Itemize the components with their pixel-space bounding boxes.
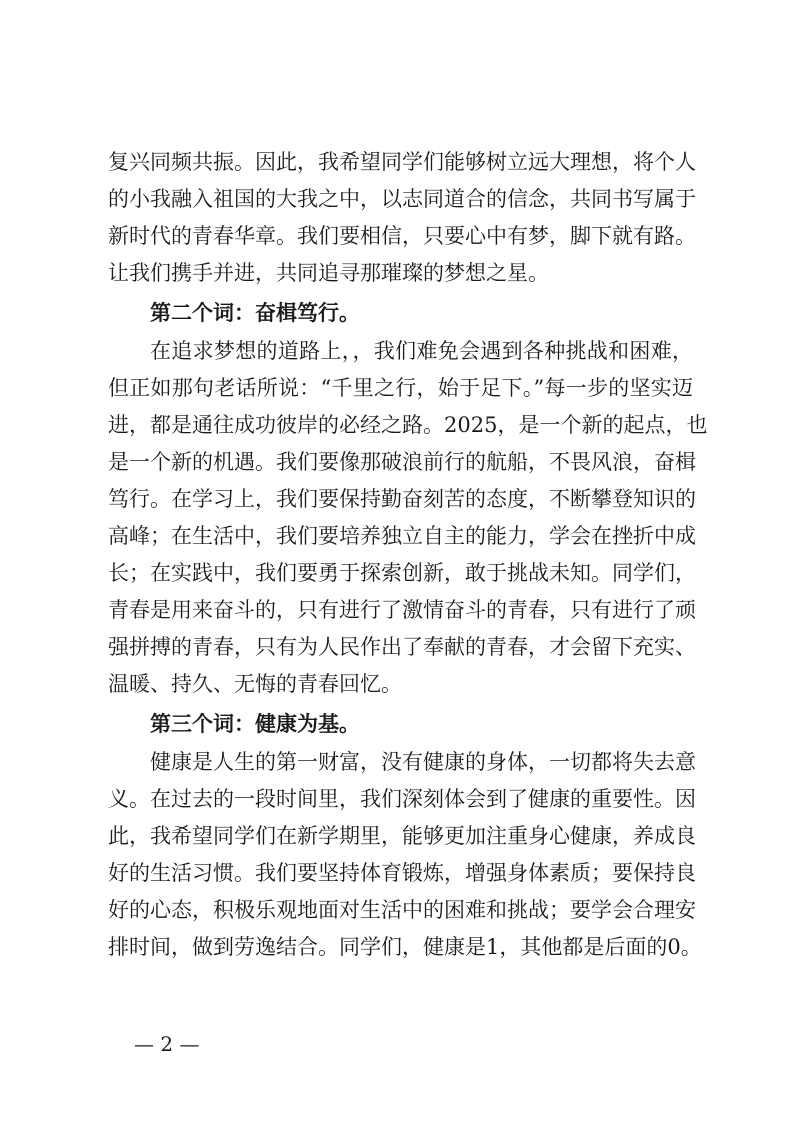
section-heading: 第二个词：奋楫笃行。 bbox=[150, 300, 360, 325]
text-line: 此，我希望同学们在新学期里，能够更加注重身心健康，养成良 bbox=[108, 824, 696, 848]
text-line: 温暖、持久、无悔的青春回忆。 bbox=[108, 672, 402, 696]
text-line: 健康是人生的第一财富，没有健康的身体，一切都将失去意 bbox=[150, 750, 696, 774]
text-line: 高峰；在生活中，我们要培养独立自主的能力，学会在挫折中成 bbox=[108, 524, 696, 548]
section-heading: 第三个词：健康为基。 bbox=[150, 711, 360, 736]
text-line: 让我们携手并进，共同追寻那璀璨的梦想之星。 bbox=[108, 261, 549, 285]
text-line: 好的生活习惯。我们要坚持体育锻炼，增强身体素质；要保持良 bbox=[108, 861, 696, 885]
text-line: 新时代的青春华章。我们要相信，只要心中有梦，脚下就有路。 bbox=[108, 224, 696, 248]
text-line: 青春是用来奋斗的，只有进行了激情奋斗的青春，只有进行了顽 bbox=[108, 598, 696, 622]
text-line: 的小我融入祖国的大我之中，以志同道合的信念，共同书写属于 bbox=[108, 187, 696, 211]
text-line: 在追求梦想的道路上，，我们难免会遇到各种挑战和困难， bbox=[150, 339, 693, 363]
text-line: 但正如那句老话所说：“千里之行，始于足下。”每一步的坚实迈 bbox=[108, 376, 693, 400]
text-line: 进，都是通往成功彼岸的必经之路。2025，是一个新的起点，也 bbox=[108, 413, 708, 437]
text-line: 复兴同频共振。因此，我希望同学们能够树立远大理想，将个人 bbox=[108, 150, 696, 174]
text-line: 义。在过去的一段时间里，我们深刻体会到了健康的重要性。因 bbox=[108, 787, 696, 811]
text-line: 是一个新的机遇。我们要像那破浪前行的航船，不畏风浪，奋楫 bbox=[108, 450, 696, 474]
page-number: — 2 — bbox=[134, 1032, 200, 1056]
text-line: 笃行。在学习上，我们要保持勤奋刻苦的态度，不断攀登知识的 bbox=[108, 487, 696, 511]
text-line: 强拼搏的青春，只有为人民作出了奉献的青春，才会留下充实、 bbox=[108, 635, 696, 659]
text-line: 好的心态，积极乐观地面对生活中的困难和挑战；要学会合理安 bbox=[108, 898, 696, 922]
text-line: 排时间，做到劳逸结合。同学们，健康是1，其他都是后面的0。 bbox=[108, 935, 702, 959]
text-line: 长；在实践中，我们要勇于探索创新，敢于挑战未知。同学们， bbox=[108, 561, 696, 585]
